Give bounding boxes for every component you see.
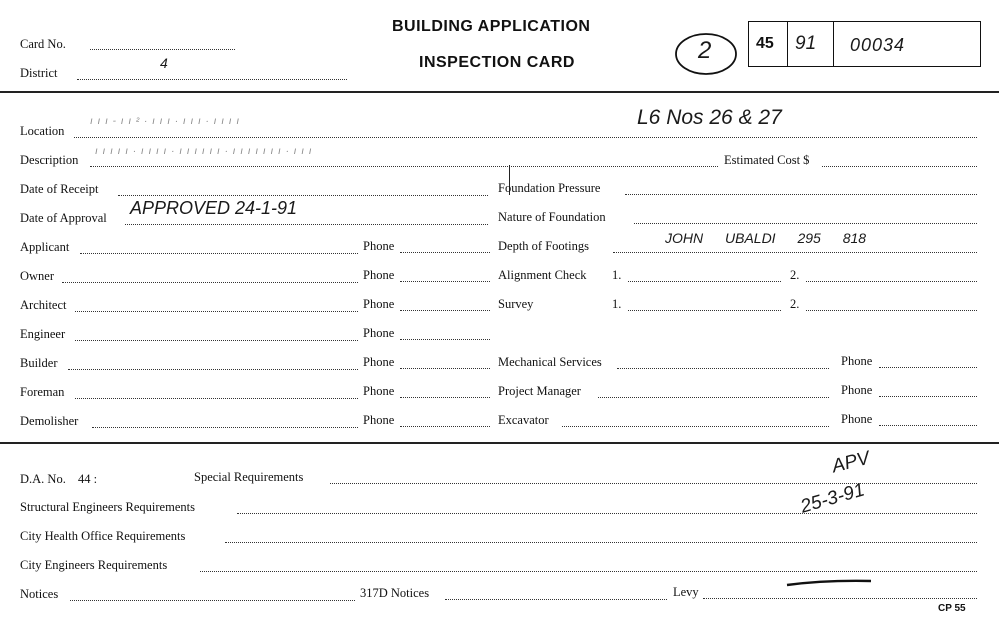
notices-317d-field[interactable] (445, 599, 667, 600)
applicant-phone-field[interactable] (400, 252, 490, 253)
engineer-field[interactable] (75, 340, 358, 341)
city-health-label: City Health Office Requirements (20, 529, 186, 543)
survey-1-field[interactable] (628, 310, 781, 311)
applicant-label: Applicant (20, 240, 70, 254)
architect-label: Architect (20, 298, 67, 312)
notices-label: Notices (20, 587, 59, 601)
form-code: CP 55 (938, 603, 966, 614)
applicant-phone-label: Phone (363, 239, 395, 253)
survey-2-field[interactable] (806, 310, 977, 311)
location-label: Location (20, 124, 65, 138)
owner-phone-field[interactable] (400, 281, 490, 282)
date-of-approval-value: APPROVED 24-1-91 (130, 198, 298, 218)
demolisher-phone-field[interactable] (400, 426, 490, 427)
alignment-check-1-label: 1. (612, 268, 622, 282)
form-title-line2: INSPECTION CARD (419, 54, 575, 71)
survey-1-label: 1. (612, 297, 622, 311)
circled-number: 2 (698, 37, 712, 64)
depth-of-footings-field[interactable] (613, 252, 977, 253)
section-divider (0, 442, 999, 444)
approval-handwriting-2: 25-3-91 (798, 479, 867, 518)
box-divider-2 (833, 21, 834, 67)
owner-field[interactable] (62, 282, 358, 283)
builder-field[interactable] (68, 369, 358, 370)
form-title-line1: BUILDING APPLICATION (392, 18, 591, 35)
approval-handwriting-1: APV (829, 447, 872, 478)
date-of-receipt-label: Date of Receipt (20, 182, 99, 196)
architect-phone-field[interactable] (400, 310, 490, 311)
mechanical-services-field[interactable] (617, 368, 829, 369)
alignment-check-2-label: 2. (790, 268, 800, 282)
foreman-label: Foreman (20, 385, 65, 399)
da-no-label: D.A. No. (20, 472, 66, 486)
da-no-value: 44 : (78, 472, 98, 486)
foreman-field[interactable] (75, 398, 358, 399)
estimated-cost-label: Estimated Cost $ (724, 153, 810, 167)
owner-phone-label: Phone (363, 268, 395, 282)
levy-label: Levy (673, 585, 699, 599)
excavator-phone-field[interactable] (879, 425, 977, 426)
demolisher-phone-label: Phone (363, 413, 395, 427)
description-field[interactable] (90, 166, 718, 167)
date-of-approval-label: Date of Approval (20, 211, 107, 225)
excavator-phone-label: Phone (841, 412, 873, 426)
builder-phone-label: Phone (363, 355, 395, 369)
date-of-receipt-field[interactable] (118, 195, 488, 196)
city-engineers-field[interactable] (200, 571, 977, 572)
mechanical-services-phone-label: Phone (841, 354, 873, 368)
engineer-phone-label: Phone (363, 326, 395, 340)
foundation-pressure-field[interactable] (625, 194, 977, 195)
project-manager-field[interactable] (598, 397, 829, 398)
owner-label: Owner (20, 269, 55, 283)
foreman-phone-field[interactable] (400, 397, 490, 398)
special-requirements-label: Special Requirements (194, 470, 304, 484)
applicant-field[interactable] (80, 253, 358, 254)
architect-phone-label: Phone (363, 297, 395, 311)
box-number-3: 00034 (850, 35, 906, 55)
depth-of-footings-label: Depth of Footings (498, 239, 589, 253)
card-no-label: Card No. (20, 37, 66, 51)
nature-of-foundation-label: Nature of Foundation (498, 210, 606, 224)
footings-handwriting: JOHN UBALDI 295 818 (665, 230, 867, 246)
date-of-approval-field[interactable] (125, 224, 488, 225)
project-manager-phone-label: Phone (841, 383, 873, 397)
foreman-phone-label: Phone (363, 384, 395, 398)
project-manager-phone-field[interactable] (879, 396, 977, 397)
card-no-field[interactable] (90, 49, 235, 50)
location-field[interactable] (74, 137, 977, 138)
header-divider (0, 91, 999, 93)
alignment-check-2-field[interactable] (806, 281, 977, 282)
special-requirements-field[interactable] (330, 483, 977, 484)
location-handwriting: L6 Nos 26 & 27 (637, 106, 782, 129)
box-number-2: 91 (795, 33, 817, 54)
box-number-1: 45 (756, 35, 774, 52)
city-engineers-label: City Engineers Requirements (20, 558, 168, 572)
district-value: 4 (160, 55, 168, 71)
alignment-check-1-field[interactable] (628, 281, 781, 282)
survey-2-label: 2. (790, 297, 800, 311)
box-divider-1 (787, 21, 788, 67)
project-manager-label: Project Manager (498, 384, 581, 398)
nature-of-foundation-field[interactable] (634, 223, 977, 224)
notices-field[interactable] (70, 600, 355, 601)
location-faint-writing: ı ı ı - ı ı ² · ı ı ı · ı ı ı · ı ı ı ı (90, 116, 241, 127)
builder-phone-field[interactable] (400, 368, 490, 369)
survey-label: Survey (498, 297, 534, 311)
mechanical-services-label: Mechanical Services (498, 355, 602, 369)
excavator-field[interactable] (562, 426, 829, 427)
foundation-pressure-label: Foundation Pressure (498, 181, 601, 195)
engineer-phone-field[interactable] (400, 339, 490, 340)
engineer-label: Engineer (20, 327, 66, 341)
excavator-label: Excavator (498, 413, 549, 427)
notices-317d-label: 317D Notices (360, 586, 430, 600)
district-label: District (20, 66, 58, 80)
district-field[interactable] (77, 79, 347, 80)
architect-field[interactable] (75, 311, 358, 312)
description-faint-writing: ı ı ı ı ı · ı ı ı ı · ı ı ı ı ı ı · ı ı ı ı ı ı ı · ı ı ı (95, 146, 313, 157)
levy-field[interactable] (703, 598, 977, 599)
structural-engineers-label: Structural Engineers Requirements (20, 500, 195, 514)
mechanical-services-phone-field[interactable] (879, 367, 977, 368)
description-label: Description (20, 153, 79, 167)
demolisher-label: Demolisher (20, 414, 79, 428)
city-health-field[interactable] (225, 542, 977, 543)
structural-engineers-field[interactable] (237, 513, 977, 514)
estimated-cost-field[interactable] (822, 166, 977, 167)
demolisher-field[interactable] (92, 427, 358, 428)
builder-label: Builder (20, 356, 58, 370)
levy-dash-stroke (785, 576, 875, 590)
alignment-check-label: Alignment Check (498, 268, 587, 282)
